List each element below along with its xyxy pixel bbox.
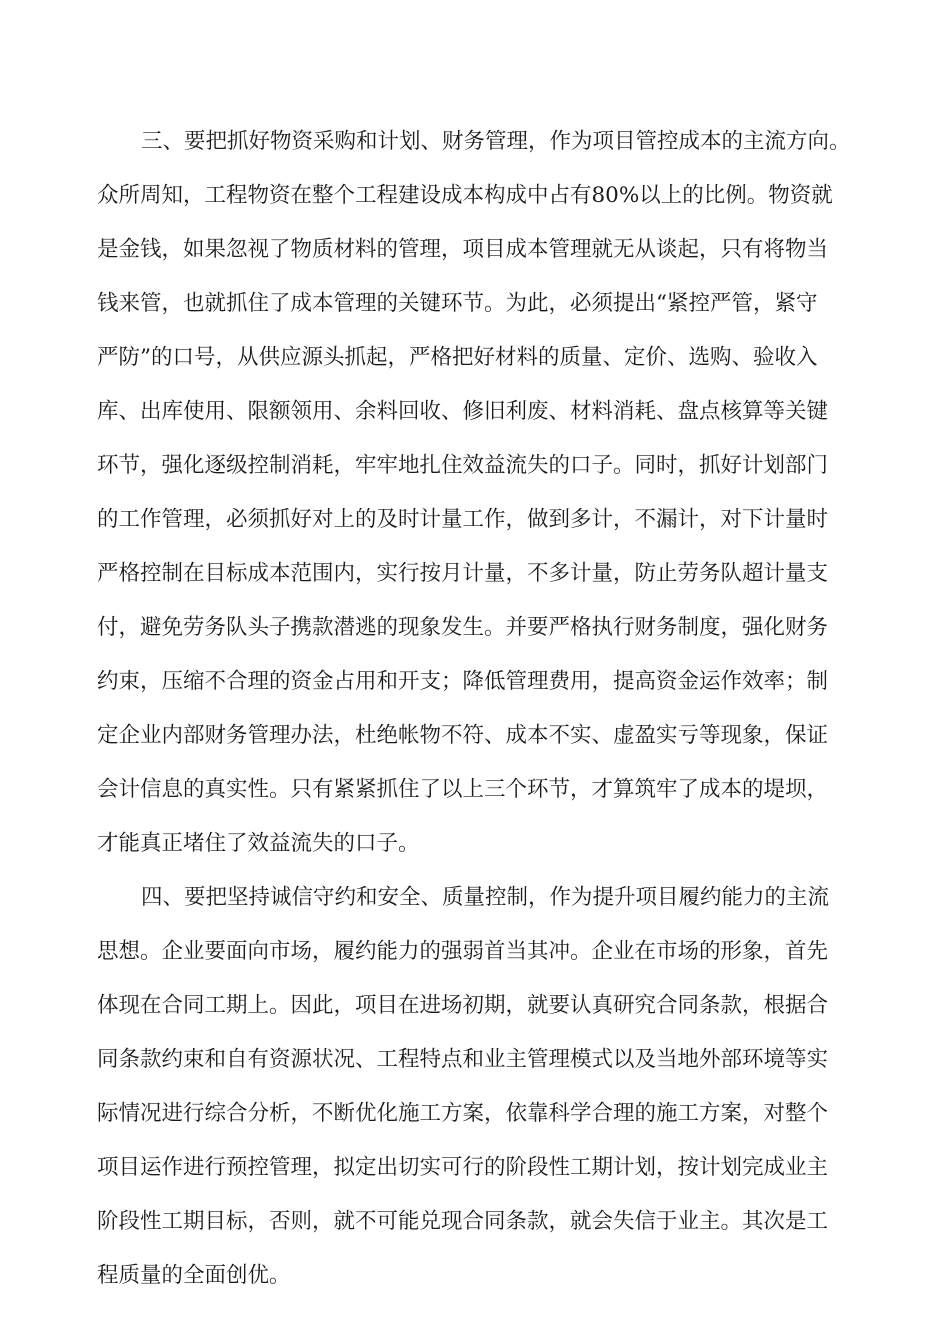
paragraph-1-line-11: 约束，压缩不合理的资金占用和开支；降低管理费用，提高资金运作效率；制 (97, 669, 829, 694)
paragraph-1-line-8: 的工作管理，必须抓好对上的及时计量工作，做到多计，不漏计，对下计量时 (97, 507, 829, 532)
paragraph-1-line-3: 是金钱，如果忽视了物质材料的管理，项目成本管理就无从谈起，只有将物当 (97, 237, 829, 262)
paragraph-1-line-9: 严格控制在目标成本范围内，实行按月计量，不多计量，防止劳务队超计量支 (97, 561, 829, 586)
paragraph-2-line-7: 阶段性工期目标，否则，就不可能兑现合同条款，就会失信于业主。其次是工 (97, 1209, 829, 1234)
paragraph-2-line-4: 同条款约束和自有资源状况、工程特点和业主管理模式以及当地外部环境等实 (97, 1047, 829, 1072)
paragraph-1-line-5: 严防”的口号，从供应源头抓起，严格把好材料的质量、定价、选购、验收入 (97, 345, 818, 370)
paragraph-1-line-6: 库、出库使用、限额领用、余料回收、修旧利废、材料消耗、盘点核算等关键 (97, 399, 829, 424)
paragraph-1-line-14: 才能真正堵住了效益流失的口子。 (97, 831, 420, 856)
paragraph-2-line-6: 项目运作进行预控管理，拟定出切实可行的阶段性工期计划，按计划完成业主 (97, 1155, 829, 1180)
paragraph-2-line-5: 际情况进行综合分析，不断优化施工方案，依靠科学合理的施工方案，对整个 (97, 1101, 829, 1126)
paragraph-1-line-12: 定企业内部财务管理办法，杜绝帐物不符、成本不实、虚盈实亏等现象，保证 (97, 723, 829, 748)
paragraph-2-line-2: 思想。企业要面向市场，履约能力的强弱首当其冲。企业在市场的形象，首先 (97, 939, 829, 964)
paragraph-1-line-4: 钱来管，也就抓住了成本管理的关键环节。为此，必须提出“紧控严管，紧守 (97, 291, 818, 316)
paragraph-1-line-10: 付，避免劳务队头子携款潜逃的现象发生。并要严格执行财务制度，强化财务 (97, 615, 829, 640)
paragraph-2-line-8: 程质量的全面创优。 (97, 1263, 291, 1288)
paragraph-1-line-2: 众所周知，工程物资在整个工程建设成本构成中占有80%以上的比例。物资就 (97, 183, 833, 208)
paragraph-1-line-1: 三、要把抓好物资采购和计划、财务管理，作为项目管控成本的主流方向。 (141, 129, 851, 154)
paragraph-1-line-7: 环节，强化逐级控制消耗，牢牢地扎住效益流失的口子。同时，抓好计划部门 (97, 453, 829, 478)
paragraph-1-line-13: 会计信息的真实性。只有紧紧抓住了以上三个环节，才算筑牢了成本的堤坝， (97, 777, 829, 802)
paragraph-2-line-1: 四、要把坚持诚信守约和安全、质量控制，作为提升项目履约能力的主流 (141, 885, 830, 910)
paragraph-2-line-3: 体现在合同工期上。因此，项目在进场初期，就要认真研究合同条款，根据合 (97, 993, 829, 1018)
